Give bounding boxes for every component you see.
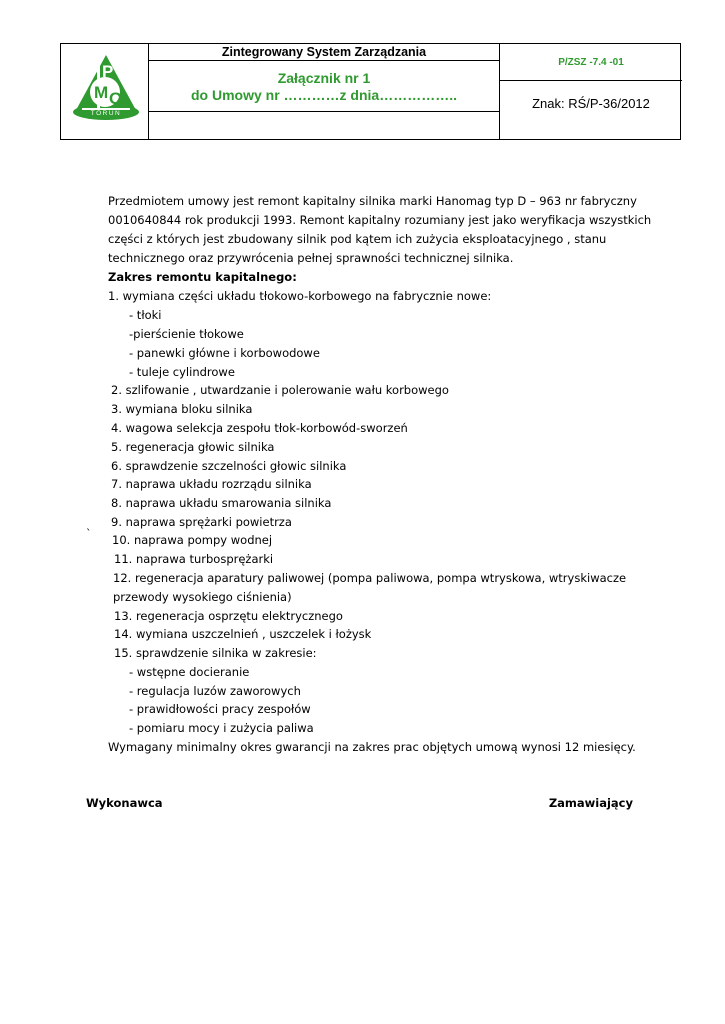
list-sub-item: -pierścienie tłokowe: [129, 327, 244, 341]
list-item: 2. szlifowanie , utwardzanie i polerowanie wału korbowego: [111, 383, 449, 397]
list-sub-item: - prawidłowości pracy zespołów: [129, 702, 311, 716]
list-item: 7. naprawa układu rozrządu silnika: [111, 477, 312, 491]
list-sub-item: - pomiaru mocy i zużycia paliwa: [129, 721, 314, 735]
signature-contractor: Wykonawca: [86, 796, 163, 810]
header-rule-1: [148, 60, 499, 61]
list-item: 8. naprawa układu smarowania silnika: [111, 496, 332, 510]
list-item: 9. naprawa sprężarki powietrza: [111, 515, 292, 529]
logo-letter-o: O: [109, 89, 123, 108]
list-item: 10. naprawa pompy wodnej: [112, 533, 273, 547]
scope-heading: Zakres remontu kapitalnego:: [108, 270, 297, 284]
annex-title: [149, 70, 499, 104]
list-item: 3. wymiana bloku silnika: [111, 402, 253, 416]
list-item: 13. regeneracja osprzętu elektrycznego: [114, 609, 343, 623]
warranty-statement: Wymagany minimalny okres gwarancji na zakres prac objętych umową wynosi 12 miesięcy.: [108, 740, 636, 754]
intro-line: 0010640844 rok produkcji 1993. Remont kapitalny rozumiany jest jako weryfikacja wszystkich: [108, 213, 652, 227]
header-rule-3: [499, 80, 682, 81]
list-item: 6. sprawdzenie szczelności głowic silnika: [111, 459, 347, 473]
list-sub-item: - tuleje cylindrowe: [129, 365, 235, 379]
signature-client: Zamawiający: [548, 796, 633, 810]
list-sub-item: - regulacja luzów zaworowych: [129, 684, 301, 698]
logo-city: TORUŃ: [90, 110, 122, 117]
document-header: [60, 43, 681, 140]
logo-small-text: S.A.: [89, 103, 97, 108]
list-item: 11. naprawa turbosprężarki: [114, 552, 274, 566]
list-sub-item: - panewki główne i korbowodowe: [129, 346, 320, 360]
annex-line-1: Załącznik nr 1: [277, 70, 371, 86]
list-item: 12. regeneracja aparatury paliwowej (pompa paliwowa, pompa wtryskowa, wtryskiwacze: [113, 571, 627, 585]
intro-line: części z których jest zbudowany silnik pod kątem ich zużycia eksploatacyjnego , stanu: [108, 232, 607, 246]
list-item: 14. wymiana uszczelnień , uszczelek i łożysk: [114, 627, 372, 641]
list-item: 1. wymiana części układu tłokowo-korbowego na fabrycznie nowe:: [108, 289, 492, 303]
list-item: 5. regeneracja głowic silnika: [111, 440, 275, 454]
logo-letter-m: M: [94, 83, 109, 102]
list-sub-item: - wstępne docieranie: [129, 665, 250, 679]
header-rule-2: [148, 111, 499, 112]
list-item: 4. wagowa selekcja zespołu tłok-korbowód-sworzeń: [111, 421, 408, 435]
list-item-continuation: przewody wysokiego ciśnienia): [113, 590, 292, 604]
reference-sign: Znak: RŚ/P-36/2012: [532, 96, 650, 111]
system-title: Zintegrowany System Zarządzania: [221, 45, 427, 59]
document-code: P/ZSZ -7.4 -01: [558, 57, 624, 68]
intro-line: Przedmiotem umowy jest remont kapitalny silnika marki Hanomag typ D – 963 nr fabryczny: [108, 194, 637, 208]
pmo-torun-logo: [71, 52, 141, 130]
list-item: 15. sprawdzenie silnika w zakresie:: [114, 646, 317, 660]
intro-line: technicznego oraz przywrócenia pełnej sprawności technicznej silnika.: [108, 251, 514, 265]
list-sub-item: - tłoki: [129, 308, 162, 322]
logo-letter-p: P: [102, 62, 114, 81]
stray-backtick-mark: `: [86, 527, 92, 540]
annex-line-2: do Umowy nr …………z dnia……………..: [190, 87, 457, 103]
